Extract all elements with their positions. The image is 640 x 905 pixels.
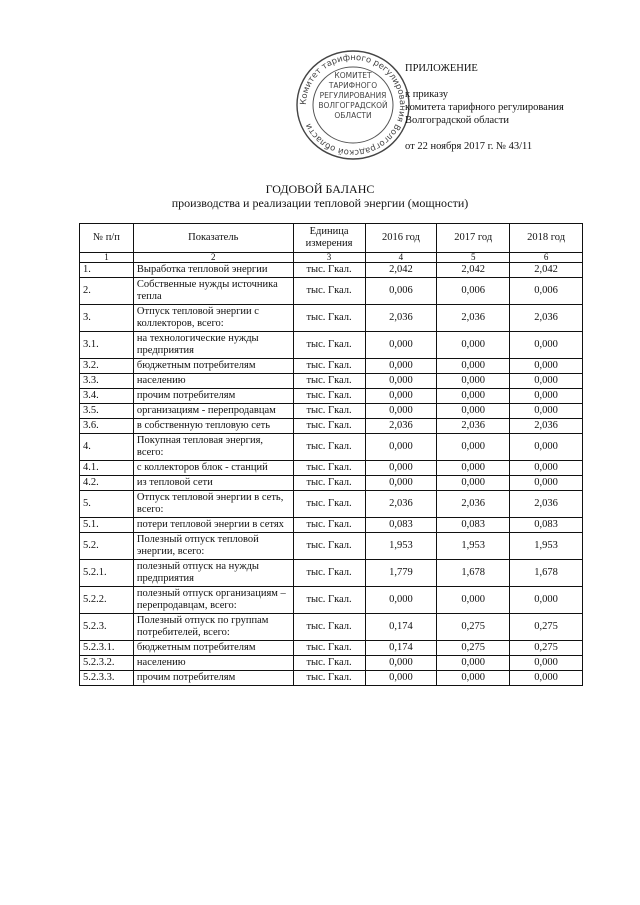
table-row: [80, 656, 583, 671]
row-unit-cell: тыс. Гкал.: [293, 434, 365, 461]
table-row: [80, 434, 583, 461]
row-number-cell: 5.2.3.2.: [80, 656, 134, 671]
row-value-2017: 0,000: [437, 404, 510, 419]
row-value-2017: 2,036: [437, 491, 510, 518]
row-value-2016: 0,083: [365, 518, 437, 533]
row-value-2018: 0,083: [510, 518, 583, 533]
row-indicator-cell: бюджетным потребителям: [133, 359, 293, 374]
row-value-2018: 0,275: [510, 614, 583, 641]
row-value-2018: 0,000: [510, 461, 583, 476]
header-unit: Единица измерения: [293, 224, 365, 253]
row-indicator-cell: бюджетным потребителям: [133, 641, 293, 656]
row-unit-cell: тыс. Гкал.: [293, 671, 365, 686]
row-unit-cell: тыс. Гкал.: [293, 560, 365, 587]
row-value-2016: 2,036: [365, 419, 437, 434]
row-unit-cell: тыс. Гкал.: [293, 374, 365, 389]
row-value-2017: 0,275: [437, 614, 510, 641]
row-value-2017: 2,042: [437, 263, 510, 278]
row-value-2018: 0,000: [510, 587, 583, 614]
stamp-center-line: ВОЛГОГРАДСКОЙ: [318, 101, 388, 110]
row-unit-cell: тыс. Гкал.: [293, 533, 365, 560]
row-value-2018: 0,000: [510, 656, 583, 671]
table-row: [80, 389, 583, 404]
row-value-2016: 0,000: [365, 359, 437, 374]
row-unit-cell: тыс. Гкал.: [293, 359, 365, 374]
row-indicator-cell: Выработка тепловой энергии: [133, 263, 293, 278]
row-number-cell: 1.: [80, 263, 134, 278]
row-indicator-cell: прочим потребителям: [133, 671, 293, 686]
row-number-cell: 3.5.: [80, 404, 134, 419]
official-stamp: [293, 48, 413, 163]
row-value-2018: 0,000: [510, 404, 583, 419]
row-number-cell: 3.6.: [80, 419, 134, 434]
document-title: [0, 182, 640, 210]
row-indicator-cell: в собственную тепловую сеть: [133, 419, 293, 434]
row-number-cell: 3.2.: [80, 359, 134, 374]
index-cell: 4: [365, 253, 437, 263]
row-number-cell: 4.: [80, 434, 134, 461]
stamp-center-line: РЕГУЛИРОВАНИЯ: [319, 91, 387, 100]
table-row: [80, 614, 583, 641]
row-value-2017: 0,000: [437, 389, 510, 404]
row-unit-cell: тыс. Гкал.: [293, 614, 365, 641]
row-unit-cell: тыс. Гкал.: [293, 587, 365, 614]
row-value-2017: 0,000: [437, 332, 510, 359]
header-2016: 2016 год: [365, 224, 437, 253]
row-value-2017: 0,000: [437, 476, 510, 491]
row-indicator-cell: с коллекторов блок - станций: [133, 461, 293, 476]
balance-table: [79, 223, 583, 686]
stamp-ring-text: Комитет тарифного регулирования Волгоградской области: [298, 52, 408, 158]
row-value-2016: 0,000: [365, 656, 437, 671]
row-unit-cell: тыс. Гкал.: [293, 263, 365, 278]
row-unit-cell: тыс. Гкал.: [293, 278, 365, 305]
title-main: ГОДОВОЙ БАЛАНС: [265, 182, 375, 196]
index-cell: 5: [437, 253, 510, 263]
row-number-cell: 5.1.: [80, 518, 134, 533]
row-value-2016: 2,042: [365, 263, 437, 278]
row-value-2018: 1,953: [510, 533, 583, 560]
row-value-2018: 0,000: [510, 374, 583, 389]
table-row: [80, 533, 583, 560]
row-number-cell: 5.2.3.: [80, 614, 134, 641]
row-value-2018: 2,042: [510, 263, 583, 278]
row-value-2018: 0,275: [510, 641, 583, 656]
index-cell: 2: [133, 253, 293, 263]
row-value-2018: 0,000: [510, 359, 583, 374]
row-value-2016: 1,779: [365, 560, 437, 587]
table-row: [80, 404, 583, 419]
header-2017: 2017 год: [437, 224, 510, 253]
stamp-center-line: КОМИТЕТ: [334, 71, 372, 80]
row-indicator-cell: полезный отпуск организациям – перепродавцам, всего:: [133, 587, 293, 614]
table-row: [80, 263, 583, 278]
row-number-cell: 3.1.: [80, 332, 134, 359]
row-number-cell: 5.2.3.3.: [80, 671, 134, 686]
table-row: [80, 641, 583, 656]
row-value-2017: 0,000: [437, 587, 510, 614]
appendix-heading: ПРИЛОЖЕНИЕ: [405, 63, 478, 74]
row-unit-cell: тыс. Гкал.: [293, 476, 365, 491]
row-indicator-cell: Полезный отпуск по группам потребителей, всего:: [133, 614, 293, 641]
row-indicator-cell: из тепловой сети: [133, 476, 293, 491]
row-indicator-cell: Полезный отпуск тепловой энергии, всего:: [133, 533, 293, 560]
row-indicator-cell: Отпуск тепловой энергии в сеть, всего:: [133, 491, 293, 518]
index-cell: 3: [293, 253, 365, 263]
table-row: [80, 518, 583, 533]
row-value-2017: 0,006: [437, 278, 510, 305]
row-unit-cell: тыс. Гкал.: [293, 389, 365, 404]
row-number-cell: 4.2.: [80, 476, 134, 491]
row-indicator-cell: организациям - перепродавцам: [133, 404, 293, 419]
row-value-2017: 1,953: [437, 533, 510, 560]
appendix-block: [405, 62, 564, 153]
row-value-2017: 0,000: [437, 461, 510, 476]
row-unit-cell: тыс. Гкал.: [293, 518, 365, 533]
row-number-cell: 3.4.: [80, 389, 134, 404]
row-value-2016: 0,000: [365, 671, 437, 686]
row-value-2018: 0,000: [510, 476, 583, 491]
row-number-cell: 5.2.: [80, 533, 134, 560]
row-indicator-cell: населению: [133, 656, 293, 671]
row-value-2016: 0,000: [365, 461, 437, 476]
table-header-row: [80, 224, 583, 253]
header-indicator: Показатель: [133, 224, 293, 253]
row-value-2018: 0,006: [510, 278, 583, 305]
row-unit-cell: тыс. Гкал.: [293, 332, 365, 359]
row-value-2016: 2,036: [365, 491, 437, 518]
row-indicator-cell: прочим потребителям: [133, 389, 293, 404]
row-number-cell: 5.2.3.1.: [80, 641, 134, 656]
row-value-2018: 0,000: [510, 389, 583, 404]
table-row: [80, 476, 583, 491]
appendix-line-date: от 22 ноября 2017 г. № 43/11: [405, 141, 533, 152]
row-value-2017: 0,000: [437, 656, 510, 671]
row-number-cell: 3.: [80, 305, 134, 332]
row-value-2017: 0,000: [437, 374, 510, 389]
row-value-2017: 0,083: [437, 518, 510, 533]
row-number-cell: 3.3.: [80, 374, 134, 389]
row-value-2017: 0,275: [437, 641, 510, 656]
row-indicator-cell: Собственные нужды источника тепла: [133, 278, 293, 305]
table-row: [80, 671, 583, 686]
row-value-2016: 0,174: [365, 641, 437, 656]
row-value-2017: 2,036: [437, 419, 510, 434]
table-body: [80, 263, 583, 686]
header-number: № п/п: [80, 224, 134, 253]
stamp-center-line: ОБЛАСТИ: [334, 111, 372, 120]
table-index-row: [80, 253, 583, 263]
row-unit-cell: тыс. Гкал.: [293, 656, 365, 671]
row-value-2016: 0,006: [365, 278, 437, 305]
row-indicator-cell: населению: [133, 374, 293, 389]
row-value-2018: 0,000: [510, 671, 583, 686]
row-value-2016: 2,036: [365, 305, 437, 332]
stamp-center-line: ТАРИФНОГО: [328, 81, 378, 90]
row-number-cell: 5.: [80, 491, 134, 518]
appendix-line-order: к приказу: [405, 89, 448, 100]
appendix-line-region: Волгоградской области: [405, 115, 510, 126]
row-value-2016: 0,174: [365, 614, 437, 641]
row-value-2018: 2,036: [510, 419, 583, 434]
appendix-line-committee: комитета тарифного регулирования: [405, 102, 564, 113]
row-number-cell: 5.2.1.: [80, 560, 134, 587]
row-unit-cell: тыс. Гкал.: [293, 404, 365, 419]
table-row: [80, 560, 583, 587]
row-number-cell: 2.: [80, 278, 134, 305]
row-value-2017: 2,036: [437, 305, 510, 332]
row-value-2017: 0,000: [437, 434, 510, 461]
row-value-2016: 0,000: [365, 374, 437, 389]
row-unit-cell: тыс. Гкал.: [293, 491, 365, 518]
table-row: [80, 461, 583, 476]
stamp-seal-icon: [293, 48, 413, 163]
row-value-2018: 0,000: [510, 332, 583, 359]
row-value-2016: 1,953: [365, 533, 437, 560]
table-row: [80, 278, 583, 305]
row-indicator-cell: Покупная тепловая энергия, всего:: [133, 434, 293, 461]
row-number-cell: 5.2.2.: [80, 587, 134, 614]
header-2018: 2018 год: [510, 224, 583, 253]
index-cell: 1: [80, 253, 134, 263]
row-value-2018: 2,036: [510, 491, 583, 518]
table-row: [80, 374, 583, 389]
row-value-2018: 2,036: [510, 305, 583, 332]
row-unit-cell: тыс. Гкал.: [293, 305, 365, 332]
row-value-2016: 0,000: [365, 476, 437, 491]
row-value-2016: 0,000: [365, 587, 437, 614]
table-row: [80, 359, 583, 374]
table-row: [80, 305, 583, 332]
table-row: [80, 491, 583, 518]
row-value-2018: 1,678: [510, 560, 583, 587]
row-value-2017: 0,000: [437, 671, 510, 686]
row-value-2017: 1,678: [437, 560, 510, 587]
row-indicator-cell: полезный отпуск на нужды предприятия: [133, 560, 293, 587]
index-cell: 6: [510, 253, 583, 263]
row-indicator-cell: на технологические нужды предприятия: [133, 332, 293, 359]
stamp-center-text: [318, 71, 387, 120]
row-indicator-cell: Отпуск тепловой энергии с коллекторов, всего:: [133, 305, 293, 332]
row-unit-cell: тыс. Гкал.: [293, 419, 365, 434]
title-sub: производства и реализации тепловой энергии (мощности): [171, 196, 469, 210]
row-unit-cell: тыс. Гкал.: [293, 461, 365, 476]
row-value-2018: 0,000: [510, 434, 583, 461]
row-value-2016: 0,000: [365, 434, 437, 461]
row-unit-cell: тыс. Гкал.: [293, 641, 365, 656]
table-row: [80, 332, 583, 359]
table-row: [80, 587, 583, 614]
row-indicator-cell: потери тепловой энергии в сетях: [133, 518, 293, 533]
table-row: [80, 419, 583, 434]
row-number-cell: 4.1.: [80, 461, 134, 476]
row-value-2016: 0,000: [365, 332, 437, 359]
row-value-2016: 0,000: [365, 404, 437, 419]
row-value-2016: 0,000: [365, 389, 437, 404]
row-value-2017: 0,000: [437, 359, 510, 374]
